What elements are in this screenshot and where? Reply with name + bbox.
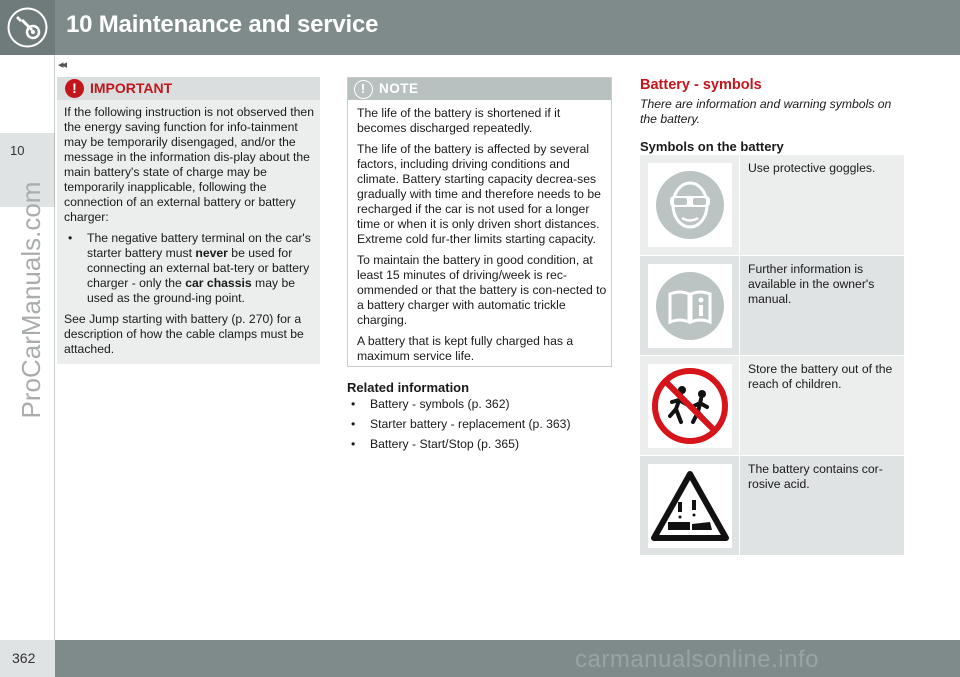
note-title: NOTE [379, 81, 419, 96]
symbol-image-cell [640, 155, 740, 255]
related-link[interactable] [347, 437, 612, 452]
note-box [347, 77, 612, 367]
info-icon [354, 80, 373, 99]
note-body [357, 106, 607, 370]
note-paragraph: The life of the battery is affected by several factors, including driving conditions and climate. Battery starting capacity decrea-ses gradually with time and therefore needs to be recharged if the car is not used for a longer time or when it is only driven short distances. Extreme cold fur-ther limits starting capacity. [357, 142, 601, 246]
important-outro: See Jump starting with battery (p. 270) for a description of how the cable clamps must be attached. [64, 312, 304, 356]
page-number: 362 [12, 650, 36, 666]
symbol-description: Use protective goggles. [748, 161, 876, 175]
side-watermark-text: ProCarManuals.com [16, 181, 46, 419]
symbol-image-frame [648, 264, 732, 348]
important-title: IMPORTANT [90, 80, 173, 96]
symbol-image-cell [640, 356, 740, 456]
symbol-description: Store the battery out of the reach of children. [748, 362, 893, 391]
symbol-image-cell [640, 256, 740, 356]
section-intro: There are information and warning symbols on the battery. [640, 97, 892, 126]
footer-page-box [0, 640, 55, 677]
important-box [57, 77, 320, 364]
corrosive-acid-icon [648, 464, 732, 548]
symbol-image-cell [640, 456, 740, 556]
symbol-image-frame [648, 364, 732, 448]
important-intro: If the following instruction is not observed then the energy saving function for info-tainment may be temporarily disengaged, and/or the message in the information dis-play about the main battery's state of charge may be temporarily inapplicable, following the connection of an external battery or battery charger: [64, 105, 314, 224]
related-link-text[interactable]: Starter battery - replacement (p. 363) [370, 417, 571, 431]
section-heading: Battery - symbols [640, 77, 762, 93]
note-paragraph: To maintain the battery in good condition, at least 15 minutes of driving/week is rec-ommended or that the battery is con-nected to a battery charger with automatic trickle charging. [357, 253, 607, 327]
symbol-description: Further information is available in the owner's manual. [748, 262, 875, 306]
bullet-text: may be used as the ground-ing point. [87, 276, 296, 305]
symbol-image-frame [648, 464, 732, 548]
symbol-row [640, 255, 904, 355]
related-info-title: Related information [347, 380, 470, 395]
related-info-list [347, 397, 612, 457]
bullet-dot: • [68, 231, 73, 245]
bullet-text: The negative battery terminal on the car's starter battery must [87, 231, 311, 260]
note-paragraph: The life of the battery is shortened if it becomes discharged repeatedly. [357, 106, 561, 135]
symbol-row [640, 455, 904, 555]
symbol-image-frame [648, 163, 732, 247]
related-link[interactable] [347, 397, 612, 412]
bullet-dot: • [351, 417, 356, 431]
related-link-text[interactable]: Battery - Start/Stop (p. 365) [370, 437, 520, 451]
symbols-table [640, 155, 904, 555]
related-link-text[interactable]: Battery - symbols (p. 362) [370, 397, 510, 411]
section-subheading: Symbols on the battery [640, 139, 784, 154]
chapter-title: 10 Maintenance and service [66, 11, 379, 38]
important-body [64, 105, 314, 363]
important-header [57, 77, 320, 100]
related-link[interactable] [347, 417, 612, 432]
page-header [0, 0, 960, 55]
gear-wrench-icon [6, 6, 49, 49]
note-header [348, 78, 611, 100]
note-paragraph: A battery that is kept fully charged has a maximum service life. [357, 334, 574, 363]
symbol-row [640, 355, 904, 455]
protective-goggles-icon [648, 163, 732, 247]
important-bullet [64, 231, 314, 306]
chapter-tab-number: 10 [10, 143, 25, 158]
keep-away-from-children-icon [648, 364, 732, 448]
bullet-text: be used for connecting an external bat-tery or battery charger - only the [87, 246, 310, 290]
bullet-bold-text: never [195, 246, 228, 260]
bullet-bold-text: car chassis [185, 276, 252, 290]
footer-watermark: carmanualsonline.info [575, 646, 819, 673]
symbol-row [640, 155, 904, 255]
chapter-icon-box [0, 0, 55, 55]
owners-manual-icon [648, 264, 732, 348]
warning-icon [65, 79, 84, 98]
back-nav-arrows[interactable]: ◂◂ [58, 59, 66, 71]
bullet-dot: • [351, 397, 356, 411]
symbol-description: The battery contains cor-rosive acid. [748, 462, 883, 491]
bullet-dot: • [351, 437, 356, 451]
